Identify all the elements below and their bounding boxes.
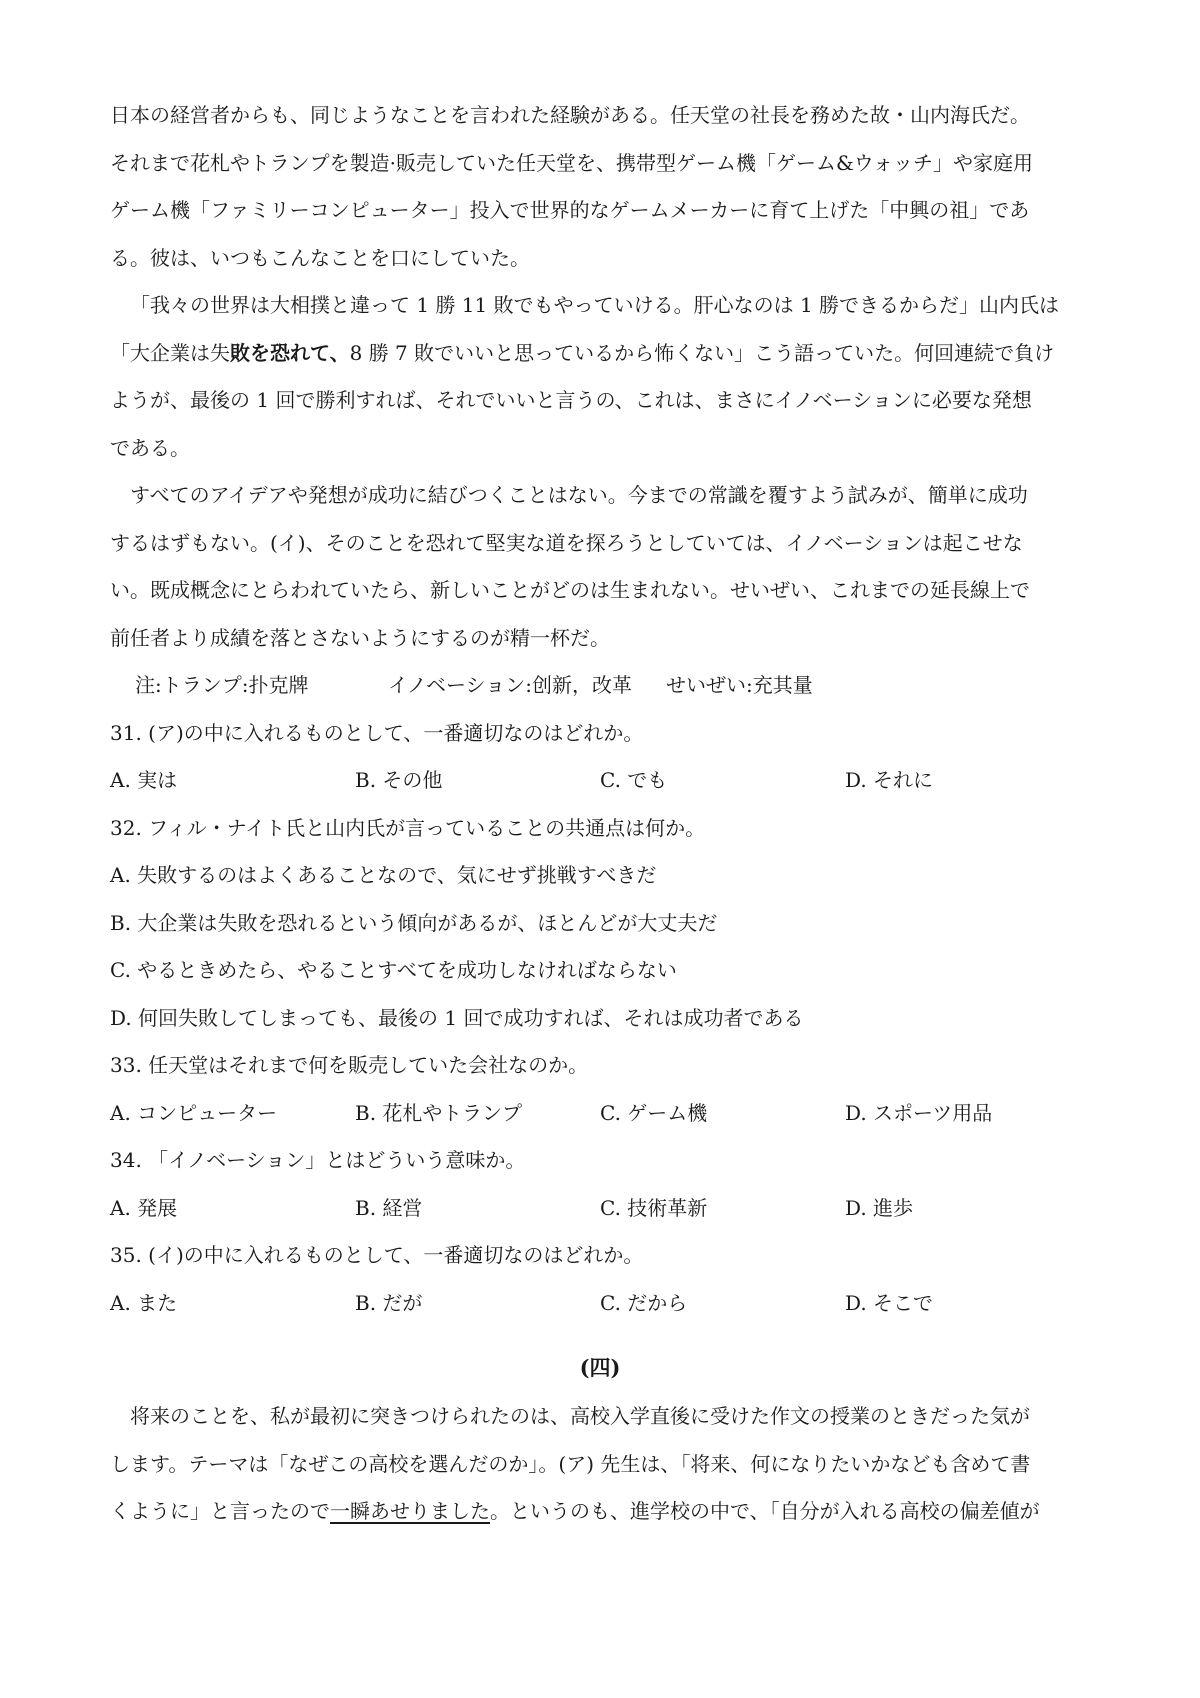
option-d[interactable]: D. スポーツ用品: [845, 1100, 993, 1125]
option-a[interactable]: A. 失敗するのはよくあることなので、気にせず挑戦すべきだ: [110, 863, 657, 887]
option-c[interactable]: C. ゲーム機: [600, 1100, 708, 1125]
option-b[interactable]: B. 花札やトランプ: [355, 1100, 523, 1125]
vocabulary-note: [110, 662, 1090, 710]
passage-4-paragraph: [110, 1393, 1090, 1536]
section-title: (四): [579, 1355, 621, 1380]
option-d[interactable]: D. 進歩: [845, 1195, 914, 1220]
passage-text: 8 勝 7 敗でいいと思っているから怖くない」こう語っていた。何回連続で負け: [349, 340, 1055, 365]
option-c[interactable]: C. 技術革新: [600, 1195, 708, 1220]
passage-line: である。: [110, 435, 190, 460]
passage-line: それまで花札やトランプを製造·販売していた任天堂を、携帯型ゲーム機「ゲーム&ウォッチ」や家庭用: [110, 150, 1033, 175]
passage-line: る。彼は、いつもこんなことを口にしていた。: [110, 245, 530, 270]
option-a[interactable]: A. また: [110, 1290, 178, 1315]
passage-line: [110, 1488, 1090, 1536]
option-d[interactable]: D. 何回失敗してしまっても、最後の 1 回で成功すれば、それは成功者である: [110, 1005, 804, 1030]
question-34: [110, 1137, 1090, 1232]
option-d[interactable]: D. そこで: [845, 1290, 934, 1315]
underlined-phrase: 一瞬あせりました: [330, 1499, 490, 1523]
option-a[interactable]: A. 発展: [110, 1195, 178, 1220]
question-35: [110, 1232, 1090, 1327]
option-b[interactable]: B. 大企業は失敗を恐れるという傾向があるが、ほとんどが大丈夫だ: [110, 910, 718, 935]
option-d[interactable]: D. それに: [845, 768, 934, 792]
passage-line: 日本の経営者からも、同じようなことを言われた経験がある。任天堂の社長を務めた故・山内海氏だ。: [110, 103, 1030, 127]
passage-line: ようが、最後の 1 回で勝利すれば、それでいいと言うの、これは、まさにイノベーションに必要な発想: [110, 388, 1032, 412]
question-text: 31. (ア)の中に入れるものとして、一番適切なのはどれか。: [110, 720, 644, 745]
passage-line: い。既成概念にとらわれていたら、新しいことがどのは生まれない。せいぜい、これまでの延長線上で: [110, 578, 1030, 602]
passage-line: します。テーマは「なぜこの高校を選んだのか」。(ア) 先生は、「将来、何になりたいかなども含めて書: [110, 1451, 1031, 1476]
options-row: [110, 1090, 1090, 1138]
question-33: [110, 1042, 1090, 1137]
question-31: [110, 710, 1090, 805]
passage-line: [110, 330, 1090, 378]
passage-line: すべてのアイデアや発想が成功に結びつくことはない。今までの常識を覆すよう試みが、簡単に成功: [130, 483, 1028, 507]
options-row: [110, 1185, 1090, 1233]
option-c[interactable]: C. でも: [600, 768, 668, 792]
question-text: 35. (イ)の中に入れるものとして、一番適切なのはどれか。: [110, 1243, 644, 1267]
question-text: 33. 任天堂はそれまで何を販売していた会社なのか。: [110, 1053, 589, 1077]
note-item: イノベーション:创新，改革: [388, 673, 632, 697]
option-c[interactable]: C. だから: [600, 1290, 688, 1315]
passage-paragraph-2: [110, 282, 1090, 472]
passage-line: 「我々の世界は大相撲と違って 1 勝 11 敗でもやっていける。肝心なのは 1 勝できるからだ」山内氏は: [130, 293, 1060, 317]
option-b[interactable]: B. その他: [355, 768, 443, 792]
passage-line: するはずもない。(イ)、そのことを恐れて堅実な道を探ろうとしていては、イノベーションは起こせな: [110, 530, 1023, 555]
note-item: 注:トランプ:扑克牌: [135, 673, 309, 697]
question-32: [110, 805, 1090, 1043]
passage-paragraph-3: [110, 472, 1090, 662]
passage-text: 「大企業は失: [110, 340, 230, 365]
option-b[interactable]: B. 経営: [355, 1195, 423, 1220]
passage-text: くように」と言ったので: [110, 1499, 330, 1523]
options-row: [110, 1280, 1090, 1328]
passage-paragraph-1: [110, 92, 1090, 282]
option-b[interactable]: B. だが: [355, 1290, 423, 1315]
option-a[interactable]: A. コンピューター: [110, 1100, 278, 1125]
option-c[interactable]: C. やるときめたら、やることすべてを成功しなければならない: [110, 958, 677, 982]
note-item: せいぜい:充其量: [666, 673, 813, 697]
bold-phrase: 敗を恐れて、: [230, 340, 350, 365]
question-text: 34. 「イノベーション」とはどういう意味か。: [110, 1148, 526, 1172]
options-row: [110, 757, 1090, 805]
passage-line: 前任者より成績を落とさないようにするのが精一杯だ。: [110, 625, 610, 650]
passage-line: ゲーム機「ファミリーコンピューター」投入で世界的なゲームメーカーに育て上げた「中興の祖」であ: [110, 198, 1030, 222]
passage-line: 将来のことを、私が最初に突きつけられたのは、高校入学直後に受けた作文の授業のときだった気が: [130, 1404, 1030, 1428]
option-a[interactable]: A. 実は: [110, 768, 178, 792]
passage-text: 。というのも、進学校の中で、「自分が入れる高校の偏差値が: [490, 1499, 1040, 1523]
question-text: 32. フィル・ナイト氏と山内氏が言っていることの共通点は何か。: [110, 815, 706, 840]
